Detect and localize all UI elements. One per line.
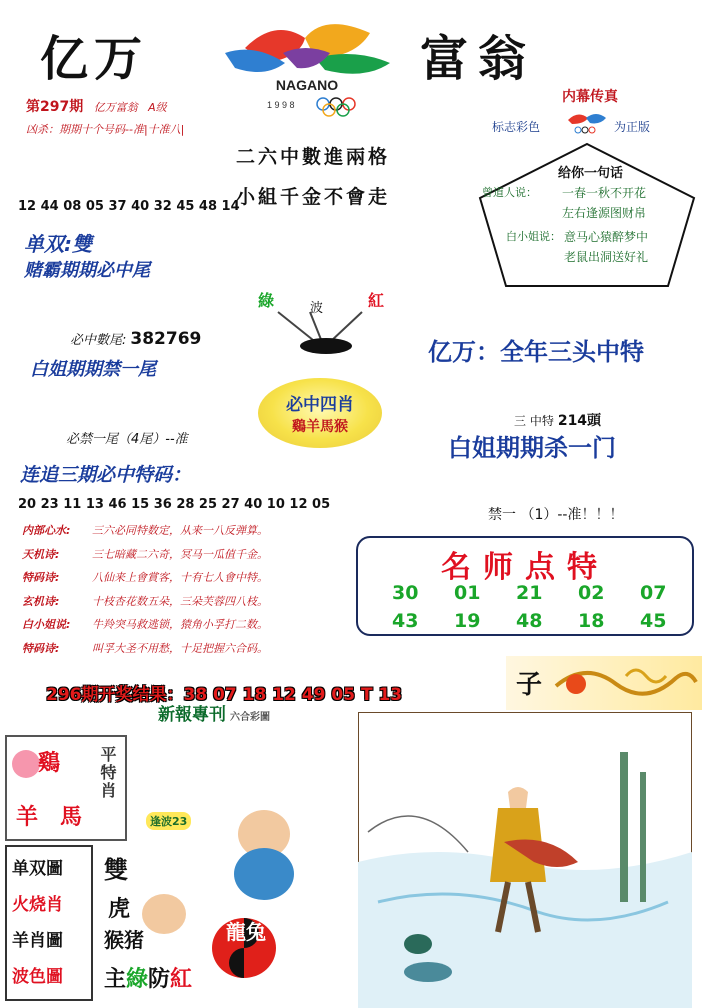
zi-label: 子 [516,670,543,700]
must-tail-value: 382769 [130,329,202,349]
master-number: 01 [454,582,481,604]
left-badge: 逢波23 [146,812,191,830]
master-box [356,536,694,636]
issue-hint: 凶杀：期期十个号码--准|十准八| [26,123,185,136]
pentagon-title: 给你一句话 [558,166,624,181]
panel-label-4: 波色圖 [12,967,63,987]
wave-red: 紅 [368,291,385,310]
poem-text: 八仙来上會賞客，十有七人會中特。 [92,571,268,584]
fax-logo-icon [558,108,612,136]
four-zodiac-title: 必中四肖 [286,395,354,415]
pentagon-line-2a: 意马心猿醉梦中 [564,230,649,244]
poem-text: 三六必同特数定，从来一八反弹算。 [92,524,268,537]
four-zodiac-oval [258,378,382,448]
zhuanti-title [158,700,270,725]
slogan-2: 小組千金不會走 [236,186,391,208]
poem-key: 天机诗: [22,547,60,561]
pentagon-line-2b: 老鼠出洞送好礼 [564,250,649,264]
left-picture-panel [4,734,348,1004]
logo-year: 1 9 9 8 [267,100,295,110]
panel-long-tu: 龍兔 [226,920,266,944]
slogan-1: 二六中數進兩格 [236,146,391,168]
master-number: 19 [454,610,481,632]
zodiac-top-2: 羊 [16,805,39,830]
jin-yi: 禁一 （1）--准！！！ [488,507,624,523]
panel-zhu-line [104,962,192,993]
poem-text: 叫孚大圣不用愁，十足把握六合码。 [92,641,268,655]
numbers-top: 12 44 08 05 37 40 32 45 48 14 [18,199,240,214]
issue-brand: 亿万富翁 [93,101,138,114]
must-tail [70,329,201,349]
poem-key: 特码诗: [22,641,60,655]
dragon-decoration-icon [506,656,702,710]
master-number: 43 [392,610,419,632]
pentagon-line-1b: 左右逢源图财帛 [562,206,647,220]
draw-result: 296期开奖结果：38 07 18 12 49 05 T 13 [46,685,403,705]
odd-even [24,228,92,257]
poem-list [22,522,352,663]
master-number: 18 [578,610,605,632]
wave-green: 綠 [258,291,275,310]
wave-mid: 波 [310,301,324,316]
panel-lu: 綠 [126,967,149,992]
san-zhong-label: 三 中特 [514,414,554,428]
master-number: 07 [640,582,667,604]
panel-label-2: 火烧肖 [12,895,63,915]
logo-text: NAGANO [275,77,339,93]
poem-row [22,593,352,617]
fax-right: 为正版 [614,120,651,134]
poem-row [22,616,352,640]
master-number: 02 [578,582,605,604]
master-number: 48 [516,610,543,632]
san-zhong-value: 214頭 [557,413,602,429]
fax-left: 标志彩色 [492,120,541,134]
poem-row [22,569,352,593]
yiwan-slogan: 亿万：全年三头中特 [428,338,644,366]
baiban-door: 白姐期期杀一门 [448,434,616,462]
panel-zhu: 主 [104,967,127,992]
poem-row [22,640,352,664]
issue-number: 第297期 [26,99,84,115]
issue-grade: A级 [148,101,167,114]
panel-animal-2: 猴猪 [104,928,144,952]
fax-title: 内幕传真 [562,89,618,105]
wave-graphic [240,282,400,362]
panel-animal-1: 虎 [108,897,131,922]
nagano-logo [205,8,410,120]
pentagon-box [476,140,698,290]
master-number: 45 [640,610,667,632]
pentagon-line-1a: 一春一秋不开花 [562,186,647,200]
poem-key: 内部心水: [22,524,71,537]
title-left: 亿万 [40,31,149,87]
panel-label-3: 羊肖圖 [12,931,63,951]
master-number: 21 [516,582,543,604]
odd-even-label: 单双: [24,232,72,256]
baiban-tail: 白姐期期禁一尾 [30,359,156,380]
panel-shuang: 雙 [104,856,128,884]
title-right: 富翁 [420,31,537,87]
panel-hong: 紅 [170,967,193,992]
fisherman-illustration [358,712,692,1008]
panel-label-1: 单双圖 [12,859,63,879]
four-zodiac-value: 鷄羊馬猴 [292,419,348,435]
poem-text: 三七暗藏二六奇，冥马一瓜值千金。 [92,547,268,561]
poem-text: 牛羚突马救逃锁，猿角小孚打二数。 [92,618,268,631]
zhuanti-main: 新報專刊 [158,705,226,725]
poem-row [22,546,352,570]
zodiac-top-3: 馬 [60,805,83,830]
san-zhong [514,410,601,430]
master-number: 30 [392,582,419,604]
master-title: 名师点特 [441,550,609,585]
issue-line [26,96,167,116]
poem-row [22,522,352,546]
zi-banner [506,656,702,710]
poem-key: 玄机诗: [22,594,60,608]
zodiac-top-1: 鷄 [38,751,61,776]
lian-zhui: 连追三期必中特码： [20,464,192,486]
pentagon-speaker-2: 白小姐说： [506,230,561,243]
poem-key: 白小姐说: [22,618,71,631]
poem-text: 十枝杏花数五朵，三朵芙蓉四八枝。 [92,594,268,608]
panel-fang: 防 [148,967,171,992]
must-tail-label: 必中數尾: [70,333,127,348]
must-ban: 必禁一尾（4尾）--准 [66,432,188,447]
zhuanti-sub: 六合彩圖 [230,712,270,723]
numbers-bottom: 20 23 11 13 46 15 36 28 25 27 40 10 12 05 [18,497,331,512]
pentagon-speaker-1: 曾道人说： [482,186,537,199]
odd-even-value: 雙 [72,232,92,256]
side-text: 平特肖 [98,746,117,800]
dubao-slogan: 赌霸期期必中尾 [24,260,150,281]
poem-key: 特码诗: [22,571,60,584]
